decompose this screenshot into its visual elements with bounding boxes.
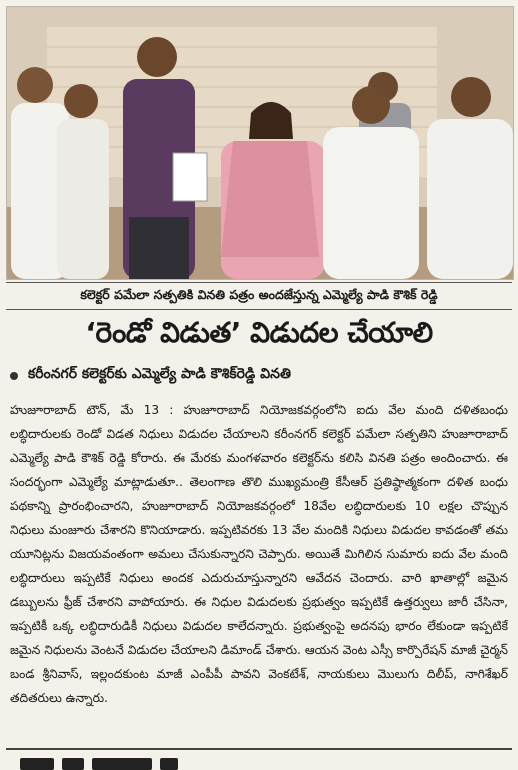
photo-illustration <box>7 7 513 279</box>
bottom-divider <box>6 748 512 750</box>
article-body <box>10 398 508 744</box>
subheadline <box>10 366 510 385</box>
subheadline-text: కరీంనగర్ కలెక్టర్‌కు ఎమ్మెల్యే పాడి కౌశిక్‌రెడ్డి వినతి <box>28 366 291 382</box>
news-photo <box>6 6 514 280</box>
next-article-headline-fragment <box>20 752 260 770</box>
article-body-text: హుజూరాబాద్ టౌన్, మే 13 : హుజూరాబాద్ నియోజకవర్గంలోని ఐదు వేల మంది దళితబంధు లబ్ధిదారులకు రెండో విడత నిధులు విడుదల చేయాలని కరీంనగర్ కలెక్టర్ పమేలా సత్పతిని హుజూరాబాద్ ఎమ్మెల్యే పాడి కౌశిక్ రెడ్డి కోరారు. ఈ మేరకు మంగళవారం కలెక్టర్‌ను కలిసి వినతి పత్రం అందించారు. ఈ సందర్భంగా ఎమ్మెల్యే మాట్లాడుతూ.. తెలంగాణ తొలి ముఖ్యమంత్రి కేసీఆర్ ప్రతిష్ఠాత్మకంగా దళిత బంధు పథకాన్ని ప్రారంభించారని, హుజూరాబాద్ నియోజకవర్గంలో 18వేల లబ్ధిదారులకు 10 లక్షల చొప్పున నిధులు మంజూరు చేశారని కొనియాడారు. ఇప్పటివరకు 13 వేల మందికి నిధులు విడుదల కావడంతో తమ యూనిట్లను విజయవంతంగా అమలు చేసుకున్నారని చెప్పారు. అయితే మిగిలిన సుమారు ఐదు వేల మంది లబ్ధిదారులు ఇప్పటికే నిధులు అందక ఎదురుచూస్తున్నారని ఆవేదన చెందారు. వారి ఖాతాల్లో జమైన డబ్బులను ఫ్రీజ్ చేశారని వాపోయారు. ఈ నిధుల విడుదలకు ప్రభుత్వం ఇప్పటికే ఉత్తర్వులు జారీ చేసినా, ఇప్పటికీ ఒక్క లబ్ధిదారుడికీ నిధులు విడుదల కాలేదన్నారు. ప్రభుత్వంపై అదనపు భారం లేకుండా ఇప్పటికే జమైన నిధులను వెంటనే విడుదల చేయాలని డిమాండ్ చేశారు. ఆయన వెంట ఎస్సీ కార్పొరేషన్ మాజీ చైర్మన్ బండ శ్రీనివాస్, ఇల్లందకుంట మాజీ ఎంపీపీ పావని వెంకటేశ్, నాయకులు మొలుగు దిలీప్, నాగిశేఖర్ తదితరులు ఉన్నారు. <box>10 403 508 705</box>
bullet-icon <box>10 372 18 380</box>
headline: ‘రెండో విడుత’ విడుదల చేయాలి <box>85 316 433 349</box>
photo-caption: కలెక్టర్ పమేలా సత్పతికి వినతి పత్రం అందజేస్తున్న ఎమ్మెల్యే పాడి కౌశిక్ రెడ్డి <box>6 282 512 310</box>
